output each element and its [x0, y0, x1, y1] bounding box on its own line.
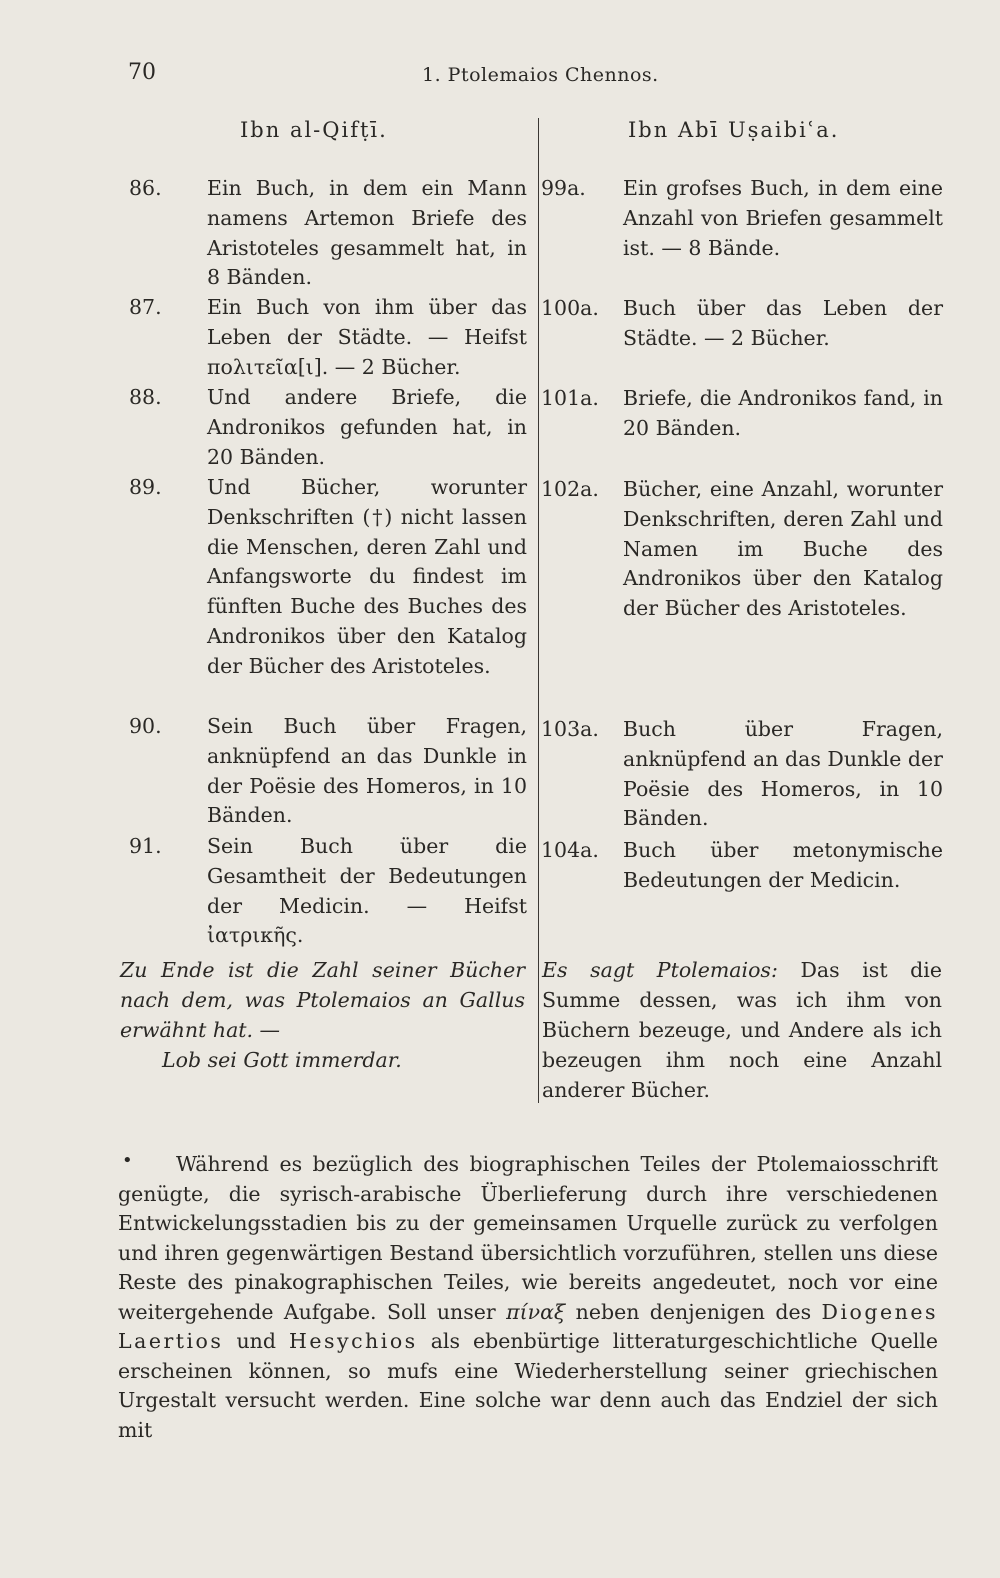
entry-number: 102a.	[541, 477, 599, 501]
entry-text: Buch über metonymische Bedeutungen der Medicin.	[623, 838, 943, 892]
closing-note-text: Zu Ende ist die Zahl seiner Bücher nach dem, was Ptolemaios an Gallus erwähnt hat. —	[120, 958, 525, 1042]
paragraph-text: und	[223, 1329, 289, 1353]
entry-text: Und andere Briefe, die Andronikos gefunden hat, in 20 Bänden.	[207, 385, 527, 469]
paragraph-text: als ebenbürtige litteraturgeschichtliche Quelle erscheinen können, so mufs eine Wiederherstellung seiner griechischen Urgestalt versucht werden. Eine solche war denn auch das Endziel der sich mit	[118, 1329, 938, 1442]
entry-text: Ein grofses Buch, in dem eine Anzahl von Briefen gesammelt ist. — 8 Bände.	[623, 176, 943, 260]
column-divider	[538, 118, 539, 1103]
entry-text: Ein Buch, in dem ein Mann namens Artemon Briefe des Aristoteles gesammelt hat, in 8 Bänden.	[207, 176, 527, 290]
entry-number: 86.	[129, 176, 162, 200]
entry-text: Briefe, die Andronikos fand, in 20 Bänden.	[623, 386, 943, 440]
greek-term: πίναξ	[506, 1299, 566, 1324]
entry-number: 87.	[129, 295, 162, 319]
right-closing-note	[542, 955, 942, 1105]
bullet-mark: •	[122, 1150, 133, 1171]
entry-number: 89.	[129, 475, 162, 499]
closing-note-lead: Es sagt Ptolemaios:	[542, 958, 778, 982]
entry-number: 101a.	[541, 386, 599, 410]
right-column-title: Ibn Abī Uṣaibiʿa.	[628, 118, 840, 142]
closing-note-text: Das ist die Summe dessen, was ich ihm von Büchern bezeuge, und Andere als ich bezeugen ihm noch eine Anzahl anderer Bücher.	[542, 958, 942, 1102]
left-closing-note	[120, 955, 525, 1075]
entry-text: Und Bücher, worunter Denkschriften (†) nicht lassen die Menschen, deren Zahl und Anfangsworte du findest im fünften Buche des Buches des Andronikos über den Katalog der Bücher des Aristoteles.	[207, 475, 527, 678]
entry-number: 100a.	[541, 296, 599, 320]
paragraph-text: neben denjenigen des	[565, 1299, 822, 1324]
entry-number: 90.	[129, 714, 162, 738]
paragraph-text: Während es bezüglich des biographischen Teiles der Ptolemaiosschrift genügte, die syrisch-arabische Überlieferung durch ihre verschiedenen Entwickelungsstadien bis zu der gemeinsamen Urquelle zurück zu verfolgen und ihren gegenwärtigen Bestand übersichtlich vorzuführen, stellen uns diese Reste des pinakographischen Teiles, wie bereits angedeutet, noch vor eine weitergehende Aufgabe. Soll unser	[118, 1152, 938, 1324]
entry-text: Sein Buch über die Gesamtheit der Bedeutungen der Medicin. — Heifst ἰατρικῆς.	[207, 834, 527, 948]
entry-number: 103a.	[541, 717, 599, 741]
author-name: Hesychios	[288, 1329, 418, 1353]
entry-number: 91.	[129, 834, 162, 858]
body-paragraph	[118, 1150, 938, 1445]
entry-text: Sein Buch über Fragen, anknüpfend an das Dunkle in der Poësie des Homeros, in 10 Bänden.	[207, 714, 527, 828]
entry-number: 104a.	[541, 838, 599, 862]
left-column-title: Ibn al-Qifṭī.	[240, 118, 388, 142]
author-name: Diogenes Laertios	[118, 1299, 938, 1353]
entry-text: Buch über das Leben der Städte. — 2 Bücher.	[623, 296, 943, 350]
entry-text: Bücher, eine Anzahl, worunter Denkschriften, deren Zahl und Namen im Buche des Andronikos über den Katalog der Bücher des Aristoteles.	[623, 477, 943, 621]
running-title: 1. Ptolemaios Chennos.	[422, 64, 659, 86]
entry-number: 88.	[129, 385, 162, 409]
entry-text: Buch über Fragen, anknüpfend an das Dunkle der Poësie des Homeros, in 10 Bänden.	[623, 717, 943, 831]
closing-praise: Lob sei Gott immerdar.	[162, 1048, 402, 1072]
page-number: 70	[128, 60, 156, 85]
entry-number: 99a.	[541, 176, 586, 200]
entry-text: Ein Buch von ihm über das Leben der Städte. — Heifst πολιτεῖα[ι]. — 2 Bücher.	[207, 295, 527, 379]
